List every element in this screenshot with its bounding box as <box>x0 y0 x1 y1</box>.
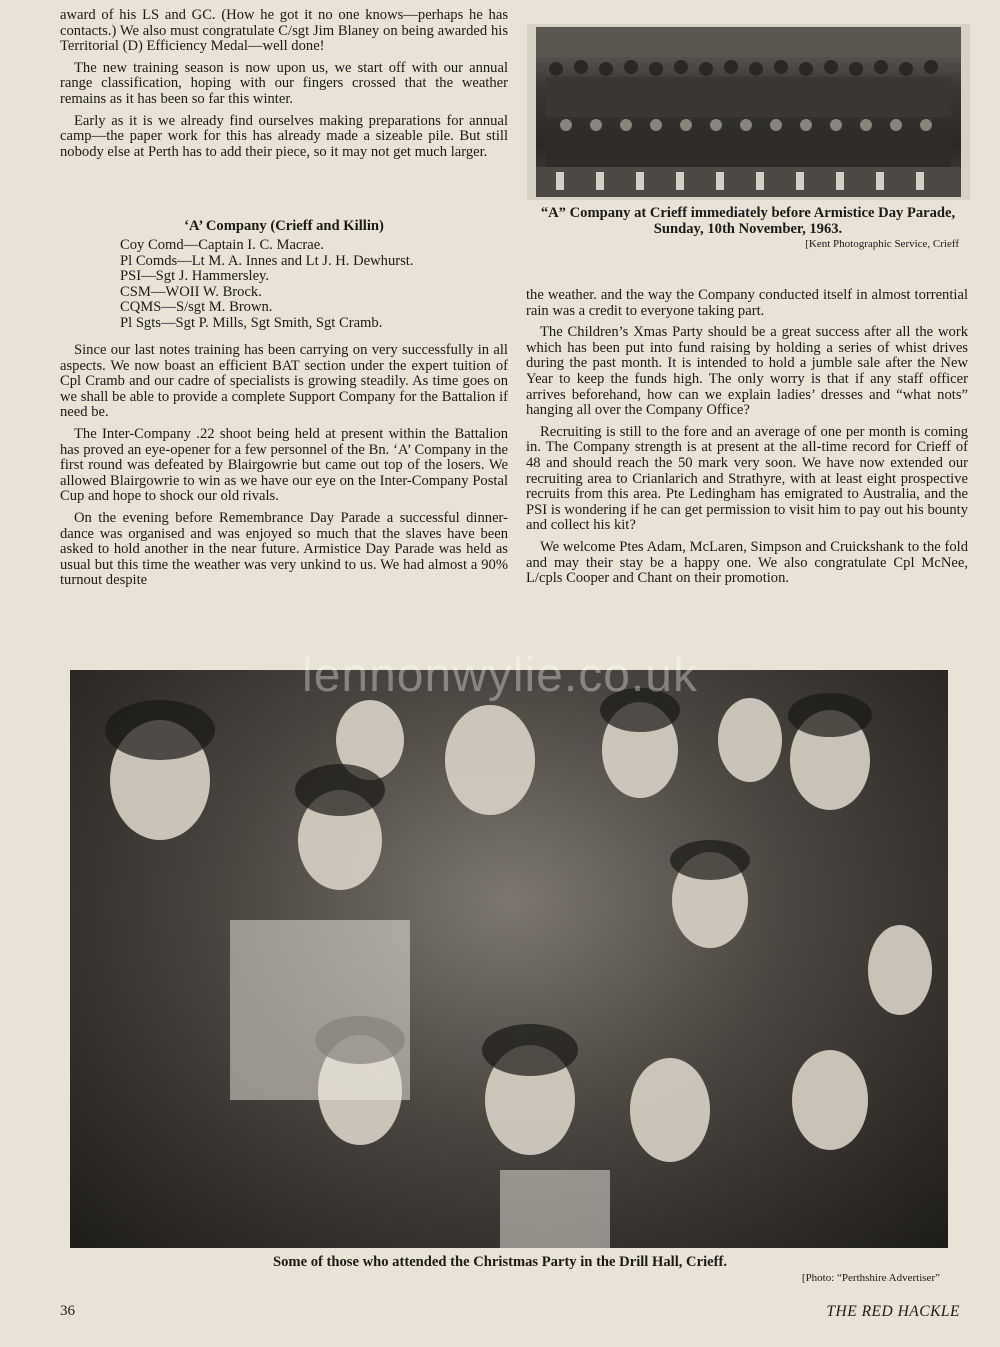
top-photo-caption: “A” Company at Crieff immediately before Armistice Day Parade, Sunday, 10th November, 1963. <box>540 205 956 237</box>
roster-line: Pl Comds—Lt M. A. Innes and Lt J. H. Dewhurst. <box>120 252 414 269</box>
paragraph: Early as it is we already find ourselves making preparations for annual camp—the paper work for this has already made a sizeable pile. But still nobody else at Perth has to add their piece, so it may not get much larger. <box>60 112 508 160</box>
photo-people-graphic <box>70 670 948 1248</box>
roster-line: Pl Sgts—Sgt P. Mills, Sgt Smith, Sgt Cramb. <box>120 314 383 331</box>
bottom-photo-credit: [Photo: “Perthshire Advertiser” <box>801 1272 940 1284</box>
roster-line: PSI—Sgt J. Hammersley. <box>120 268 270 285</box>
paragraph: award of his LS and GC. (How he got it no one knows—perhaps he has contacts.) We also must congratulate C/sgt Jim Blaney on being awarded his Territorial (D) Efficiency Medal—well done! <box>60 7 508 55</box>
christmas-party-photo <box>70 670 948 1248</box>
paragraph: Since our last notes training has been carrying on very successfully in all aspects. We now boast an efficient BAT section under the expert tuition of Cpl Cramb and our cadre of specialists is growing steadily. As time goes on we shall be able to provide a complete Support Company for the Battalion if need be. <box>60 342 508 421</box>
bottom-photo-caption: Some of those who attended the Christmas Party in the Drill Hall, Crieff. <box>273 1254 727 1270</box>
photo-image <box>536 27 961 197</box>
paragraph: The Inter-Company .22 shoot being held at present within the Battalion has proved an eye-opener for a few personnel of the Bn. ‘A’ Company in the first round was defeated by Blairgowrie but came out top of the losers. We allowed Blairgowrie to win as we have our eye on the Inter-Company Postal Cup and hope to shock our old rivals. <box>60 425 508 505</box>
company-group-photo <box>527 24 970 200</box>
left-column-bottom-text <box>60 343 508 595</box>
paragraph: We welcome Ptes Adam, McLaren, Simpson and Cruickshank to the fold and may their stay be a happy one. We also congratulate Cpl McNee, L/cpls Cooper and Chant on their promotion. <box>526 538 968 587</box>
page-number: 36 <box>60 1303 75 1319</box>
roster-line: CSM—WOII W. Brock. <box>120 283 262 300</box>
paragraph: On the evening before Remembrance Day Parade a successful dinner-dance was organised and was enjoyed so much that the slaves have been asked to hold another in the near future. Armistice Day Parade was held as usual but this time the weather was very unkind to us. We had almost a 90% turnout despite <box>60 509 508 589</box>
roster-line: CQMS—S/sgt M. Brown. <box>120 299 273 316</box>
roster-line: Coy Comd—Captain I. C. Macrae. <box>120 237 324 253</box>
company-roster <box>120 238 510 332</box>
paragraph: The Children’s Xmas Party should be a great success after all the work which has been put into fund raising by holding a series of whist drives during the past month. It is intended to hold a jumble sale after the New Year to keep the funds high. The only worry is that if any staff officer arrives beforehand, how can we explain ladies’ dresses and “what nots” hanging all over the Company Office? <box>526 324 968 419</box>
running-title: THE RED HACKLE <box>826 1303 960 1320</box>
photo-figures-graphic <box>536 27 961 197</box>
section-heading: ‘A’ Company (Crieff and Killin) <box>184 218 384 234</box>
right-column-text <box>526 288 968 593</box>
paragraph: Recruiting is still to the fore and an average of one per month is coming in. The Company strength is at present at the all-time record for Crieff of 48 and should reach the 50 mark very soon. We have now extended our recruiting area to Crianlarich and Strathyre, with at least eight prospective recruits from this area. Pte Ledingham has emigrated to Australia, and the PSI is wondering if he can get permission to visit him to pay out his bounty and collect his kit? <box>526 423 968 534</box>
watermark-text: lennonwylie.co.uk <box>302 649 698 702</box>
paragraph: The new training season is now upon us, we start off with our annual range classification, hoping with our fingers crossed that the weather remains as it has been so far this winter. <box>60 59 508 107</box>
paragraph: the weather. and the way the Company conducted itself in almost torrential rain was a credit to everyone taking part. <box>526 287 968 319</box>
left-column-top-text <box>60 8 508 166</box>
top-photo-credit: [Kent Photographic Service, Crieff <box>805 238 959 250</box>
